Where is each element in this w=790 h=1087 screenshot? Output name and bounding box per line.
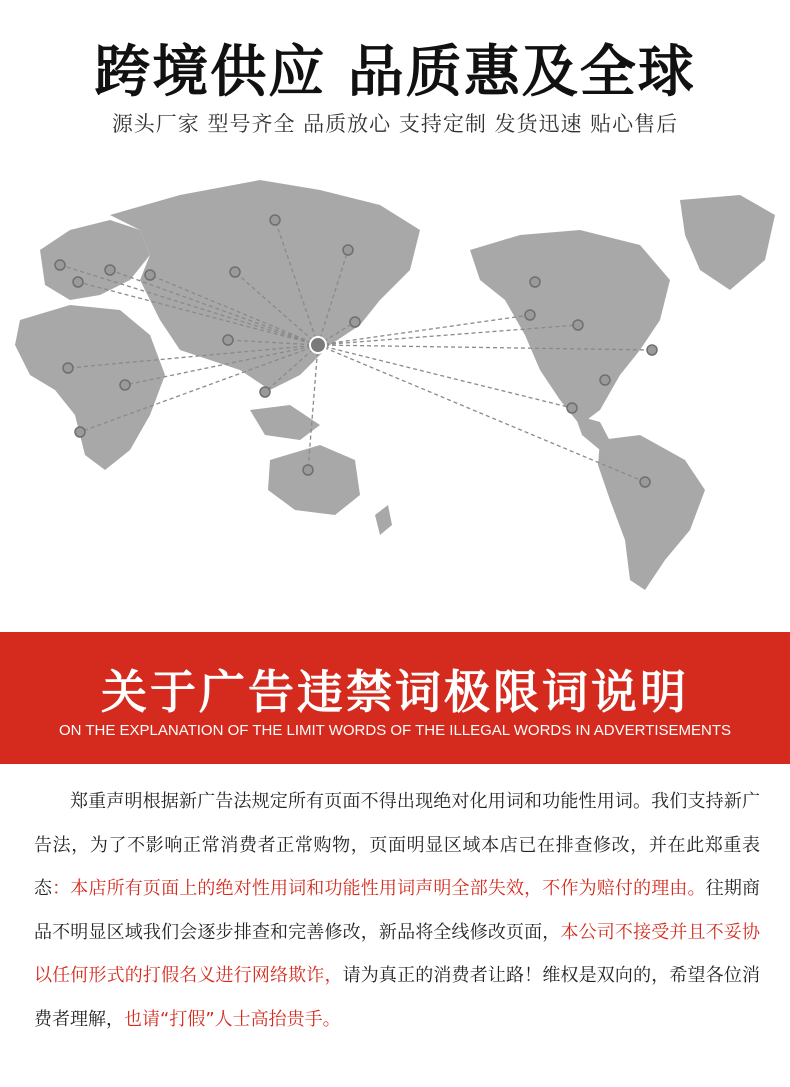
- sea-islands-shape: [250, 405, 320, 440]
- page-subtitle: 源头厂家 型号齐全 品质放心 支持定制 发货迅速 贴心售后: [111, 112, 679, 136]
- page-title: 跨境供应 品质惠及全球: [94, 40, 696, 105]
- notice-highlight-3: 也请“打假”人士高抬贵手。: [124, 1008, 341, 1030]
- world-map-icon: [0, 160, 790, 600]
- notice-text-2: 往期商品不明显区域我们会逐步排查和完善修改，新品将全线修改页面，: [34, 878, 761, 943]
- notice-highlight-1: ：本店所有页面上的绝对性用词和功能性用词声明全部失效，不作为赔付的理由。: [52, 878, 706, 899]
- notice-text-1: 郑重声明根据新广告法规定所有页面不得出现绝对化用词和功能性用词。我们支持新广告法，为了不影响正常消费者正常购物，页面明显区域本店已在排查修改，并在此郑重表态: [34, 791, 760, 899]
- notice-highlight-2: 本公司不接受并且不妥协以任何形式的打假名义进行网络欺诈，: [34, 921, 761, 986]
- north-america-shape: [470, 230, 670, 425]
- central-america-shape: [575, 415, 612, 450]
- africa-shape: [15, 305, 165, 470]
- banner-title: 关于广告违禁词极限词说明: [101, 665, 689, 719]
- notice-paragraph: [34, 780, 760, 1041]
- notice-banner: [0, 632, 790, 764]
- south-america-shape: [598, 435, 705, 590]
- new-zealand-shape: [375, 505, 392, 535]
- greenland-shape: [680, 195, 775, 290]
- notice-text-3: 请为真正的消费者让路！维权是双向的，希望各位消费者理解，: [34, 965, 761, 1030]
- banner-subtitle: ON THE EXPLANATION OF THE LIMIT WORDS OF THE ILLEGAL WORDS IN ADVERTISEMENTS: [58, 722, 732, 739]
- australia-shape: [268, 445, 360, 515]
- europe-shape: [40, 220, 150, 300]
